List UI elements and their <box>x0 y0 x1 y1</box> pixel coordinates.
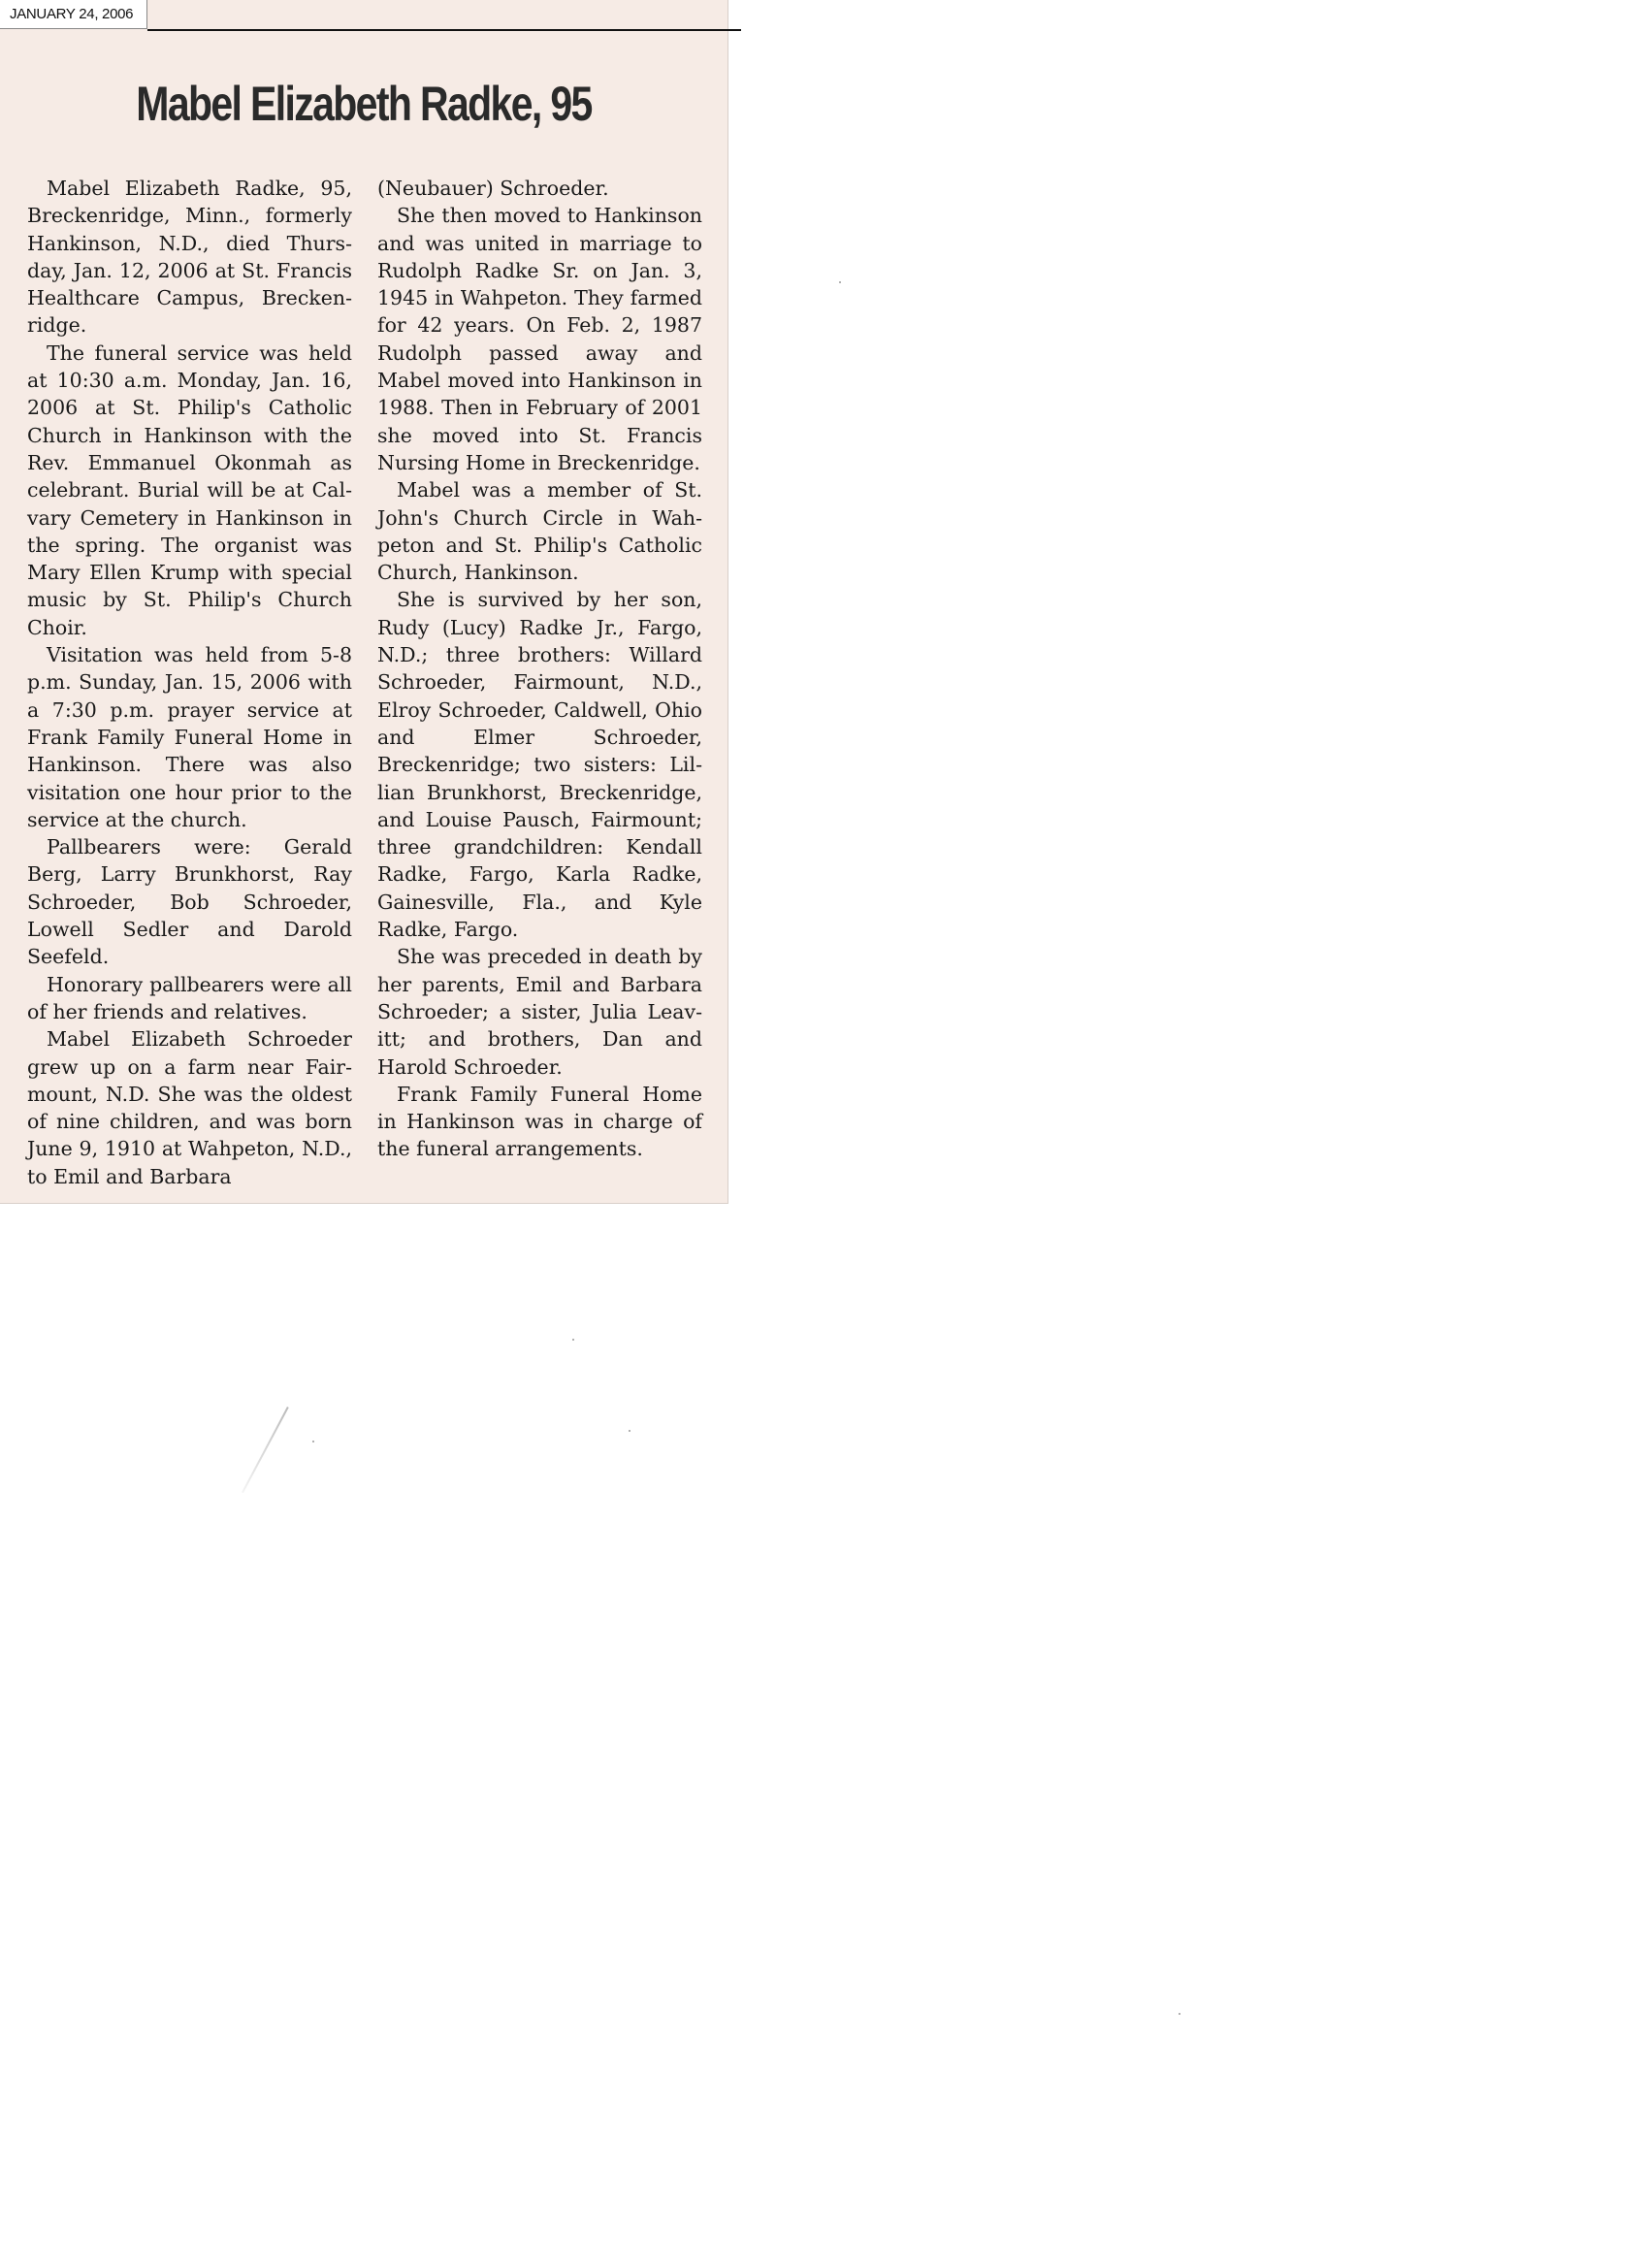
paragraph-survivors: She is survived by her son, Rudy (Lucy) Radke Jr., Fargo, N.D.; three brothers: Willard Schroeder, Fairmount, N.D., Elroy Schroeder, Caldwell, Ohio and Elmer Schroeder, Breckenridge; two sisters: Lillian Brunkhorst, Breckenridge, and Louise Pausch, Fairmount; three grandchildren: Kendall Radke, Fargo, Karla Radke, Gainesville, Fla., and Kyle Radke, Fargo. <box>377 588 702 942</box>
paragraph-funeral-service: The funeral service was held at 10:30 a.m. Monday, Jan. 16, 2006 at St. Philip's Catholic Church in Hankinson with the Rev. Emmanuel Okonmah as celebrant. Burial will be at Calvary Cemetery in Hankinson in the spring. The organist was Mary Ellen Krump with special music by St. Philip's Church Choir. <box>27 340 352 639</box>
scan-speck <box>572 1339 574 1341</box>
paragraph-honorary-pallbearers: Honorary pallbearers were all of her friends and relatives. <box>27 972 352 1023</box>
paragraph-early-life: Mabel Elizabeth Schroeder grew up on a farm near Fairmount, N.D. She was the oldest of nine children, and was born June 9, 1910 at Wahpeton, N.D., to Emil and Barbara <box>27 1027 352 1188</box>
obituary-headline: Mabel Elizabeth Radke, 95 <box>136 77 592 131</box>
right-column <box>377 175 702 1163</box>
paragraph-preceded-in-death: She was preceded in death by her parents, Emil and Barbara Schroeder; a sister, Julia Leavitt; and brothers, Dan and Harold Schroeder. <box>377 945 702 1079</box>
scan-speck <box>629 1430 630 1432</box>
paragraph-visitation: Visitation was held from 5-8 p.m. Sunday, Jan. 15, 2006 with a 7:30 p.m. prayer service at Frank Family Funeral Home in Hankinson. There was also visitation one hour prior to the service at the church. <box>27 643 352 831</box>
top-rule-divider <box>147 29 741 31</box>
scan-speck <box>1179 2013 1180 2015</box>
paragraph-memberships: Mabel was a member of St. John's Church Circle in Wahpeton and St. Philip's Catholic Church, Hankinson. <box>377 478 702 585</box>
left-column <box>27 175 352 1190</box>
date-label: JANUARY 24, 2006 <box>0 0 147 29</box>
newspaper-clipping <box>0 0 728 1204</box>
paragraph-early-life-continued: (Neubauer) Schroeder. <box>377 177 609 200</box>
paragraph-intro: Mabel Elizabeth Radke, 95, Breckenridge, Minn., formerly Hankinson, N.D., died Thursday, Jan. 12, 2006 at St. Francis Healthcare Campus, Breckenridge. <box>27 177 352 338</box>
scan-speck <box>312 1441 314 1442</box>
paragraph-pallbearers: Pallbearers were: Gerald Berg, Larry Brunkhorst, Ray Schroeder, Bob Schroeder, Lowell Sedler and Darold Seefeld. <box>27 835 352 969</box>
paragraph-marriage: She then moved to Hankinson and was united in marriage to Rudolph Radke Sr. on Jan. 3, 1945 in Wahpeton. They farmed for 42 years. On Feb. 2, 1987 Rudolph passed away and Mabel moved into Hankinson in 1988. Then in February of 2001 she moved into St. Francis Nursing Home in Breckenridge. <box>377 204 702 474</box>
paragraph-arrangements: Frank Family Funeral Home in Hankinson was in charge of the funeral arrangements. <box>377 1082 702 1161</box>
scan-artifact-line <box>242 1407 289 1493</box>
scan-speck <box>839 281 841 283</box>
